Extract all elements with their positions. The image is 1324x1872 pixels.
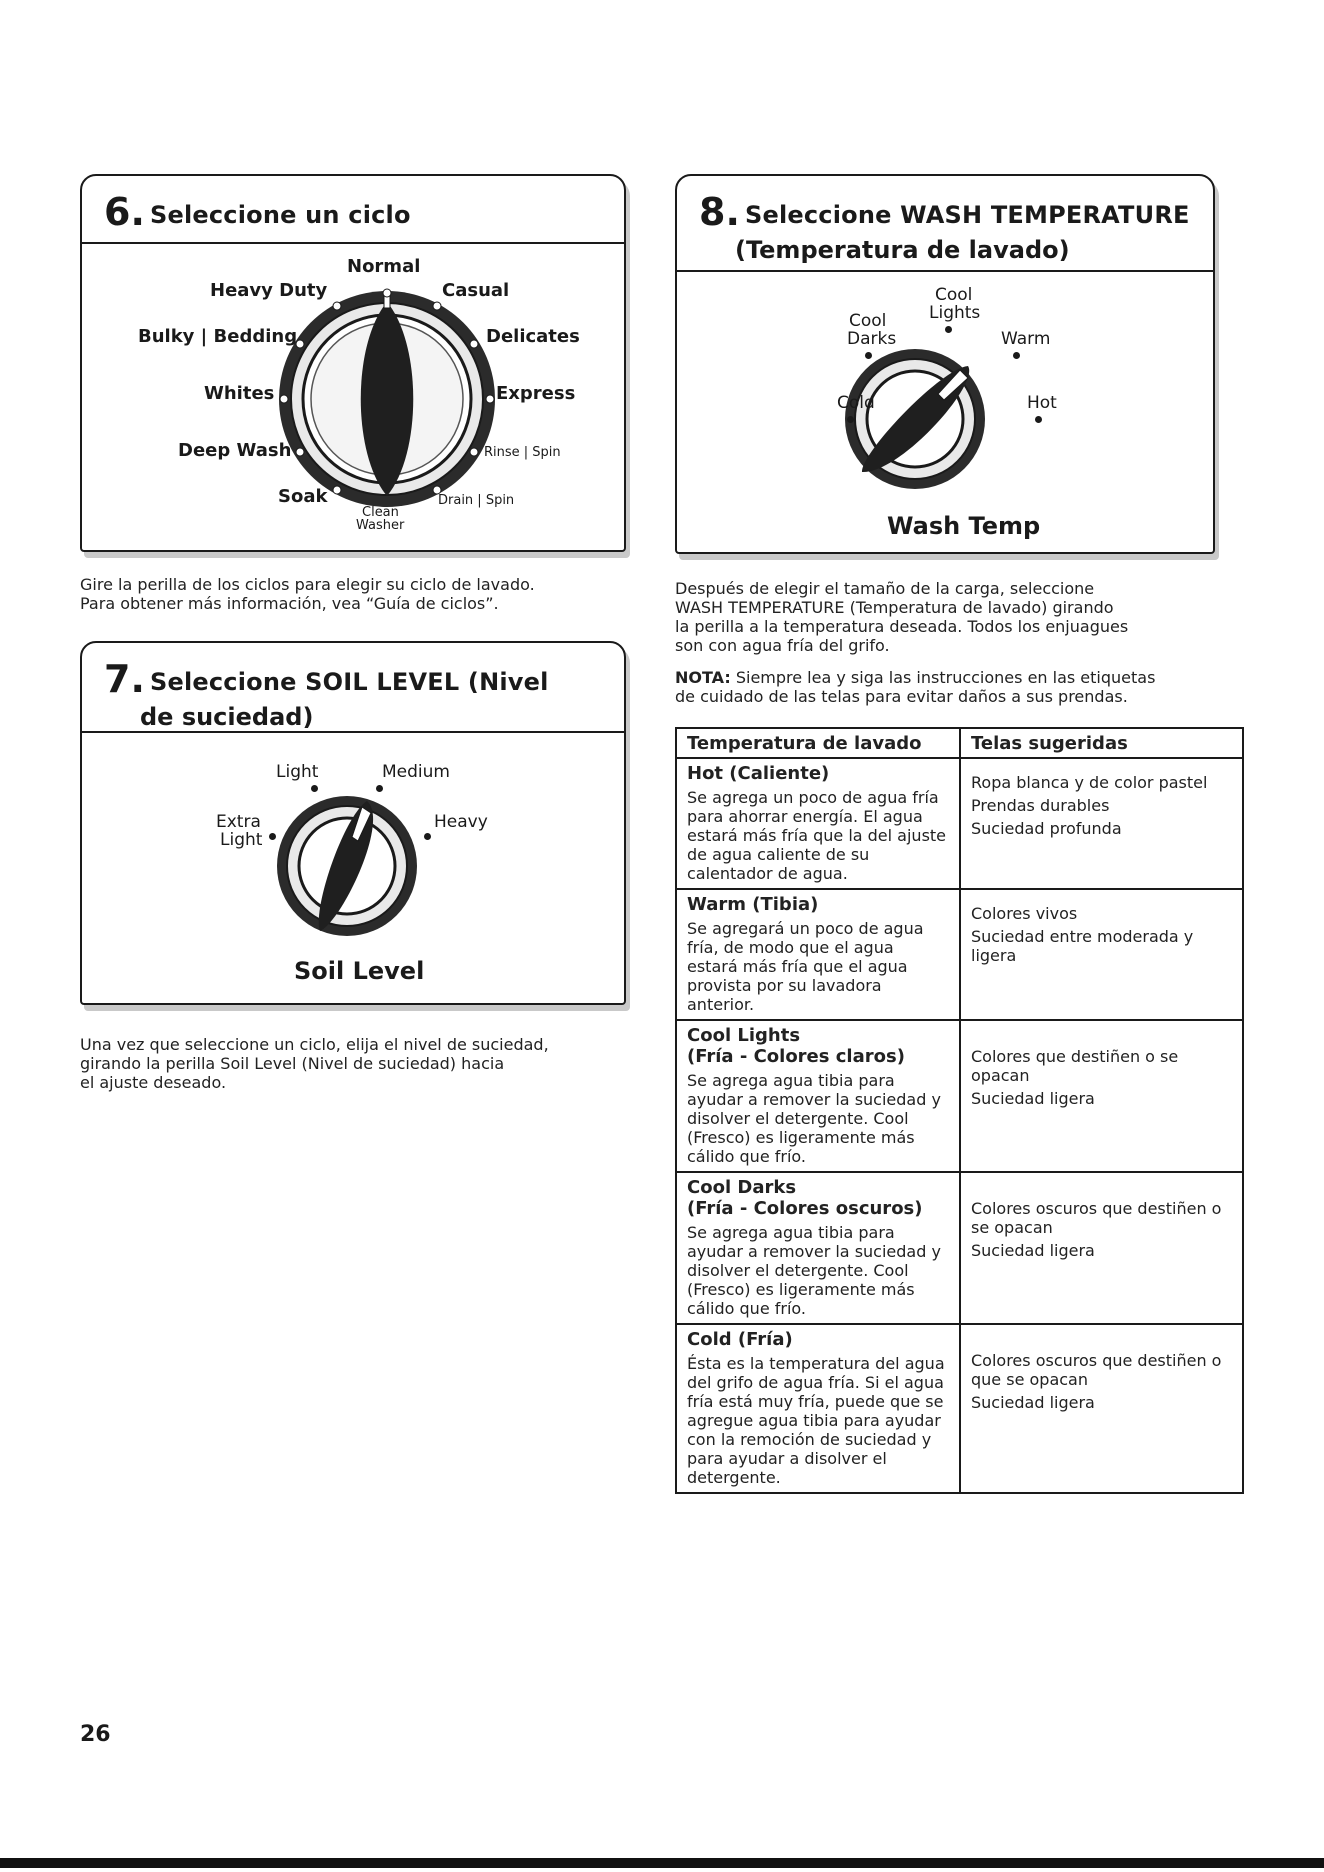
table-row xyxy=(676,1172,1243,1324)
row-heading: Warm (Tibia) xyxy=(687,894,819,915)
table-cell-fabrics xyxy=(960,1324,1243,1493)
row-heading-sub: (Fría - Colores claros) xyxy=(687,1046,905,1067)
fabric-item: Ropa blanca y de color pastel xyxy=(971,773,1208,792)
table-cell-fabrics xyxy=(960,758,1243,889)
table-cell-fabrics xyxy=(960,1172,1243,1324)
label-washer: Washer xyxy=(356,518,405,533)
label-whites: Whites xyxy=(204,383,275,404)
step8-para1-line4: son con agua fría del grifo. xyxy=(675,636,890,655)
dot-warm xyxy=(1013,352,1020,359)
dot-medium xyxy=(376,785,383,792)
fabric-item: Suciedad entre moderada y ligera xyxy=(971,927,1194,965)
step8-para1-line2: WASH TEMPERATURE (Temperatura de lavado) girando xyxy=(675,598,1114,617)
wash-temperature-table xyxy=(675,727,1244,1494)
fabric-list xyxy=(971,1329,1232,1412)
step6-instruction-2: Para obtener más información, vea “Guía de ciclos”. xyxy=(80,594,499,613)
dot-cool-lights xyxy=(945,326,952,333)
fabric-item: Suciedad ligera xyxy=(971,1241,1095,1260)
label-light: Light xyxy=(276,762,319,782)
cycle-dial-icon xyxy=(272,284,502,514)
dot-cool-darks xyxy=(865,352,872,359)
table-cell-temp xyxy=(676,889,960,1020)
label-casual: Casual xyxy=(442,280,510,301)
step6-box xyxy=(80,174,626,552)
fabric-item: Suciedad ligera xyxy=(971,1089,1095,1108)
step6-title: Seleccione un ciclo xyxy=(149,201,411,229)
step7-number: 7. xyxy=(104,657,145,701)
table-row xyxy=(676,889,1243,1020)
table-header-temp: Temperatura de lavado xyxy=(676,728,960,758)
row-heading: Hot (Caliente) xyxy=(687,763,830,784)
fabric-item: Colores oscuros que destiñen o que se opacan xyxy=(971,1351,1222,1389)
fabric-list xyxy=(971,1177,1232,1260)
row-heading-sub: (Fría - Colores oscuros) xyxy=(687,1198,923,1219)
note-line1: Siempre lea y siga las instrucciones en las etiquetas xyxy=(730,668,1156,687)
row-heading: Cold (Fría) xyxy=(687,1329,793,1350)
label-heavy: Heavy xyxy=(434,812,488,832)
fabric-item: Colores que destiñen o se opacan xyxy=(971,1047,1179,1085)
step7-header xyxy=(82,643,624,733)
fabric-item: Suciedad profunda xyxy=(971,819,1122,838)
label-delicates: Delicates xyxy=(486,326,580,347)
step8-number: 8. xyxy=(699,190,740,234)
step8-note xyxy=(675,668,1255,706)
step8-para1-line3: la perilla a la temperatura deseada. Todos los enjuagues xyxy=(675,617,1129,636)
row-description: Se agregará un poco de agua fría, de modo que el agua estará más fría que el agua provista por su lavadora anterior. xyxy=(687,919,924,1014)
label-soak: Soak xyxy=(278,486,328,507)
row-heading: Cool Darks xyxy=(687,1177,797,1198)
table-row xyxy=(676,758,1243,889)
dot-extra-light xyxy=(269,833,276,840)
note-label: NOTA: xyxy=(675,668,731,687)
wash-temp-dial-icon xyxy=(840,344,990,494)
step8-title-line1: Seleccione WASH TEMPERATURE xyxy=(744,201,1190,229)
table-cell-fabrics xyxy=(960,1020,1243,1172)
bottom-rule xyxy=(0,1858,1324,1868)
fabric-list xyxy=(971,894,1232,965)
fabric-item: Colores vivos xyxy=(971,904,1078,923)
label-cold: Cold xyxy=(837,393,875,413)
label-heavy-duty: Heavy Duty xyxy=(210,280,328,301)
note-line2: de cuidado de las telas para evitar daños a sus prendas. xyxy=(675,687,1128,706)
step7-title-line1: Seleccione SOIL LEVEL (Nivel xyxy=(149,668,549,696)
label-extra-light: Light xyxy=(220,830,263,850)
step7-box xyxy=(80,641,626,1005)
row-heading: Cool Lights xyxy=(687,1025,801,1046)
label-normal: Normal xyxy=(347,256,421,277)
label-cool-lights-1: Cool xyxy=(935,285,973,305)
fabric-item: Suciedad ligera xyxy=(971,1393,1095,1412)
label-cool-lights-2: Lights xyxy=(929,303,981,323)
table-cell-temp xyxy=(676,1324,960,1493)
table-header-fabrics: Telas sugeridas xyxy=(960,728,1243,758)
row-description: Ésta es la temperatura del agua del grifo de agua fría. Si el agua fría está muy fría, puede que se agregue agua tibia para ayudar con la remoción de suciedad y para ayudar a disolver el detergente. xyxy=(687,1354,945,1487)
label-rinse-spin: Rinse | Spin xyxy=(484,445,561,460)
step6-number: 6. xyxy=(104,190,145,234)
label-bulky-bedding: Bulky | Bedding xyxy=(138,326,298,347)
wash-temp-title: Wash Temp xyxy=(887,512,1041,540)
table-header-row xyxy=(676,728,1243,758)
step8-instructions xyxy=(675,579,1255,655)
dot-light xyxy=(311,785,318,792)
row-description: Se agrega un poco de agua fría para ahorrar energía. El agua estará más fría que la del ajuste de agua caliente de su calentador de agua. xyxy=(687,788,947,883)
label-drain-spin: Drain | Spin xyxy=(438,493,515,508)
label-cool-darks-2: Darks xyxy=(847,329,897,349)
soil-level-dial-icon xyxy=(272,791,422,941)
dot-hot xyxy=(1035,416,1042,423)
table-row xyxy=(676,1324,1243,1493)
step6-header xyxy=(82,176,624,244)
fabric-item: Colores oscuros que destiñen o se opacan xyxy=(971,1199,1222,1237)
step7-instruction-2: girando la perilla Soil Level (Nivel de suciedad) hacia xyxy=(80,1054,505,1073)
step8-header xyxy=(677,176,1213,272)
dot-heavy xyxy=(424,833,431,840)
step7-instructions xyxy=(80,1035,640,1092)
fabric-list xyxy=(971,763,1232,838)
label-clean: Clean xyxy=(362,505,399,520)
label-deep-wash: Deep Wash xyxy=(178,440,292,461)
label-medium: Medium xyxy=(382,762,450,782)
label-extra: Extra xyxy=(216,812,261,832)
fabric-list xyxy=(971,1025,1232,1108)
step6-instruction-1: Gire la perilla de los ciclos para elegir su ciclo de lavado. xyxy=(80,575,535,594)
step8-title-line2: (Temperatura de lavado) xyxy=(735,236,1070,264)
label-cool-darks-1: Cool xyxy=(849,311,887,331)
table-cell-temp xyxy=(676,758,960,889)
step8-para1-line1: Después de elegir el tamaño de la carga, seleccione xyxy=(675,579,1095,598)
label-express: Express xyxy=(496,383,576,404)
row-description: Se agrega agua tibia para ayudar a remover la suciedad y disolver el detergente. Cool (Fresco) es ligeramente más cálido que frío. xyxy=(687,1223,941,1318)
label-hot: Hot xyxy=(1027,393,1057,413)
step7-instruction-1: Una vez que seleccione un ciclo, elija el nivel de suciedad, xyxy=(80,1035,549,1054)
step7-instruction-3: el ajuste deseado. xyxy=(80,1073,227,1092)
table-cell-temp xyxy=(676,1172,960,1324)
fabric-item: Prendas durables xyxy=(971,796,1110,815)
soil-level-title: Soil Level xyxy=(294,957,425,985)
step8-box xyxy=(675,174,1215,554)
row-description: Se agrega agua tibia para ayudar a remover la suciedad y disolver el detergente. Cool (Fresco) es ligeramente más cálido que frío. xyxy=(687,1071,941,1166)
table-row xyxy=(676,1020,1243,1172)
label-warm: Warm xyxy=(1001,329,1051,349)
step6-instructions xyxy=(80,575,640,613)
dot-cold xyxy=(847,416,854,423)
table-cell-temp xyxy=(676,1020,960,1172)
step7-title-line2: de suciedad) xyxy=(140,703,314,731)
page-number: 26 xyxy=(80,1722,111,1747)
table-cell-fabrics xyxy=(960,889,1243,1020)
